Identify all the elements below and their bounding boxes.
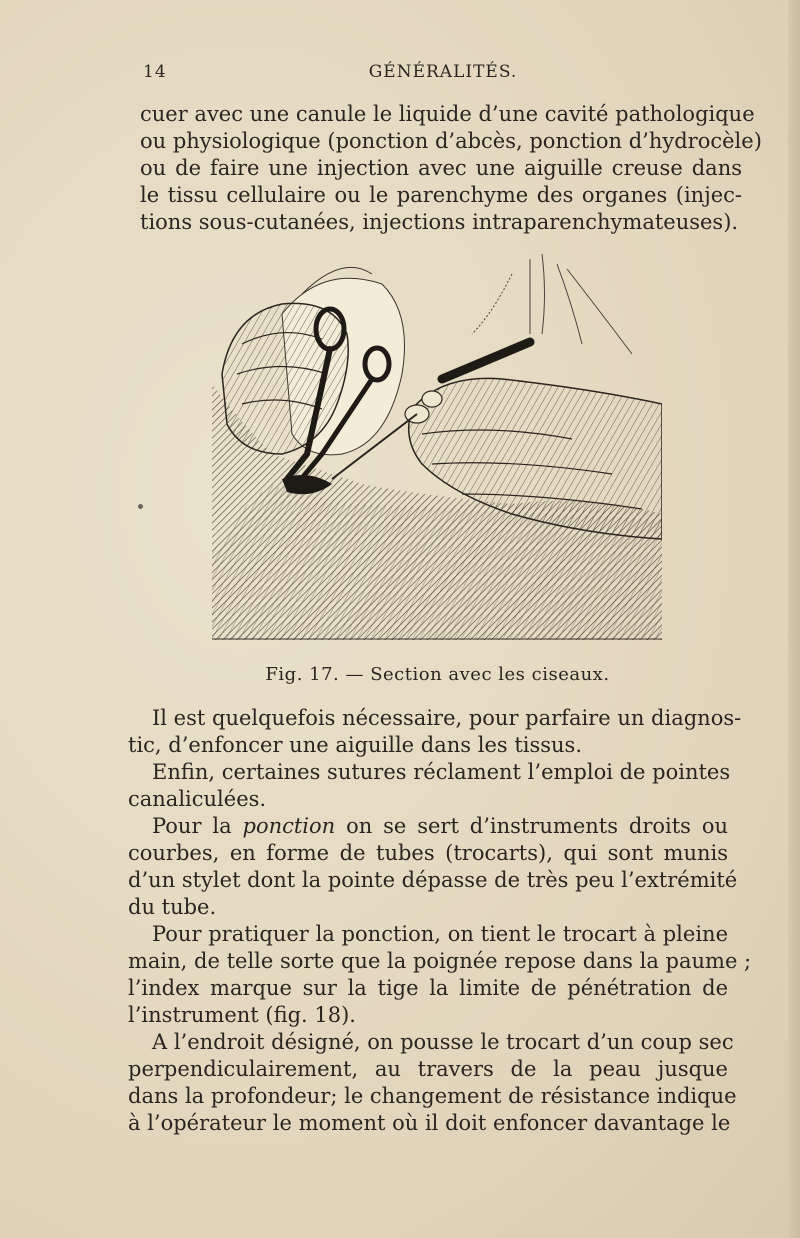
text-line: cuer avec une canule le liquide d’une cavité pathologique [140, 102, 755, 126]
text-line: du tube. [128, 895, 217, 919]
text-line: tions sous-cutanées, injections intraparenchymateuses). [140, 210, 739, 234]
page-header [143, 62, 743, 86]
ink-speck [138, 504, 143, 509]
text-line: ou de faire une injection avec une aiguille creuse dans [140, 156, 742, 180]
text-line: perpendiculairement, au travers de la peau jusque [128, 1057, 728, 1081]
intro-paragraph [140, 101, 762, 236]
text-line: ou physiologique (ponction d’abcès, ponction d’hydrocèle) [140, 129, 762, 153]
text-line: l’instrument (fig. 18). [128, 1003, 356, 1027]
text-line: canaliculées. [128, 787, 267, 811]
text-line: Il est quelquefois nécessaire, pour parfaire un diagnos- [152, 706, 742, 730]
text-segment: Pour la [152, 814, 243, 838]
text-line [128, 813, 728, 840]
text-line: d’un stylet dont la pointe dépasse de très peu l’extrémité [128, 868, 738, 892]
text-line: dans la profondeur; le changement de résistance indique [128, 1084, 737, 1108]
text-line: courbes, en forme de tubes (trocarts), qui sont munis [128, 841, 728, 865]
text-line: tic, d’enfoncer une aiguille dans les tissus. [128, 733, 583, 757]
body-text [128, 705, 752, 1137]
text-line: Pour pratiquer la ponction, on tient le trocart à pleine [152, 922, 728, 946]
text-line: main, de telle sorte que la poignée repose dans la paume ; [128, 949, 752, 973]
text-line: à l’opérateur le moment où il doit enfoncer davantage le [128, 1111, 731, 1135]
text-segment: on se sert d’instruments droits ou [335, 814, 728, 838]
text-line: le tissu cellulaire ou le parenchyme des organes (injec- [140, 183, 742, 207]
text-line: Enfin, certaines sutures réclament l’emploi de pointes [152, 760, 731, 784]
figure-caption: Fig. 17. — Section avec les ciseaux. [265, 664, 610, 685]
page-edge [788, 0, 800, 1238]
engraving-image [212, 254, 662, 640]
page-number: 14 [143, 62, 167, 82]
emphasized-term: ponction [242, 814, 336, 838]
surgical-illustration [212, 254, 662, 640]
running-title: GÉNÉRALITÉS. [368, 62, 518, 82]
text-line: l’index marque sur la tige la limite de pénétration de [128, 976, 728, 1000]
text-line: A l’endroit désigné, on pousse le trocart d’un coup sec [152, 1030, 734, 1054]
